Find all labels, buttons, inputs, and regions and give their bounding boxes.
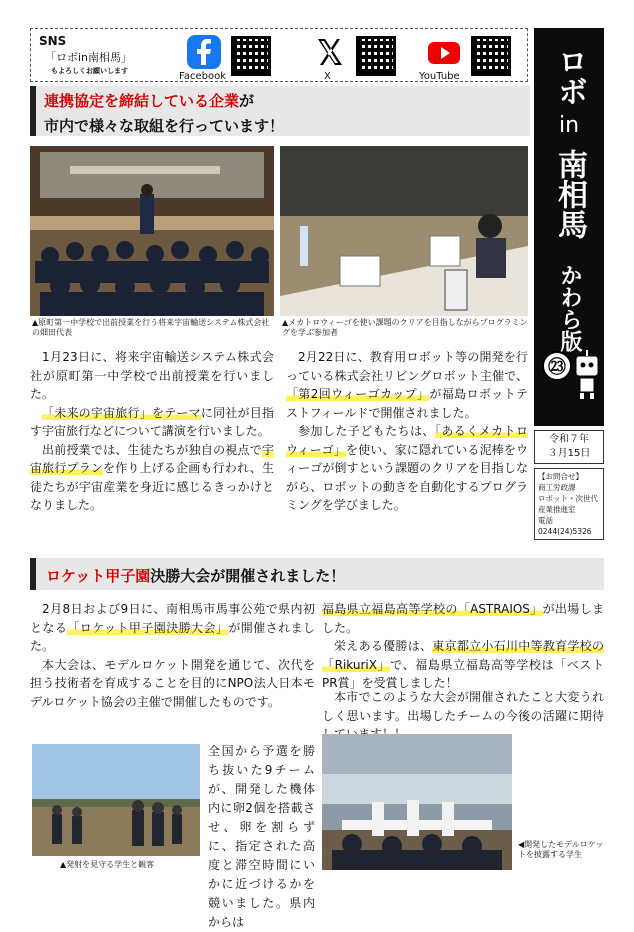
headline-black: 決勝大会が開催されました！ xyxy=(150,567,346,585)
article2-left-caption: ▲発射を見守る学生と観客 xyxy=(60,860,155,869)
youtube-link[interactable] xyxy=(419,33,529,81)
body-text: を使い、家に隠れている泥棒をウィーゴが倒すという課題のクリアを目指しながら、ロボットの動きを自動化するプログラミングを学びました。 xyxy=(286,442,528,512)
body-text: 参加した子どもたちは、 xyxy=(298,424,435,438)
body-text: が出場しました。 xyxy=(322,602,604,635)
date-line1: 令和７年 xyxy=(549,434,589,445)
article2-left-text xyxy=(30,600,315,711)
headline-red: ロケット甲子園 xyxy=(46,567,151,585)
contact-box xyxy=(534,468,604,540)
youtube-label: YouTube xyxy=(419,71,460,82)
article1-left-caption: ▲原町第一中学校で出前授業を行う将来宇宙輸送システム株式会社の畑田代表 xyxy=(32,318,270,337)
article2-right-caption: ◀開発したモデルロケットを披露する学生 xyxy=(518,840,604,859)
sns-name: 「ロボin南相馬」 xyxy=(45,51,133,64)
article1-right-paragraph xyxy=(286,348,528,422)
sns-banner xyxy=(30,28,528,82)
highlight-text: 「あるくメカトロウィーゴ」 xyxy=(286,424,528,457)
contact-line: 商工労政課 xyxy=(538,483,576,492)
highlight-text: 宇宙旅行プラン xyxy=(30,442,274,475)
title-in: in xyxy=(558,113,580,138)
youtube-qr-code xyxy=(471,36,511,76)
article1-left-paragraph xyxy=(30,404,274,441)
body-text: に同社が目指す宇宙旅行などについて講演を行いました。 xyxy=(30,405,274,438)
body-text: 栄えある優勝は、 xyxy=(334,639,433,653)
body-text: が福島ロボットテストフィールドで開催されました。 xyxy=(286,387,528,420)
facebook-icon xyxy=(187,35,221,69)
body-text: 2月22日に、教育用ロボット等の開発を行っている株式会社リビングロボット主催で、 xyxy=(286,350,528,383)
headline-black: が xyxy=(239,92,255,110)
sns-title: SNS xyxy=(39,34,67,48)
x-qr-code xyxy=(356,36,396,76)
article2-paragraph xyxy=(322,600,604,637)
sns-request: もよろしくお願いします xyxy=(51,67,128,75)
facebook-label: Facebook xyxy=(179,71,226,82)
headline-line2: 市内で様々な取組を行っています！ xyxy=(44,117,285,135)
contact-line: 【お問合せ】 xyxy=(538,472,583,481)
article2-paragraph: 本市でこのような大会が開催されたこと大変うれしく思います。出場したチームの今後の活躍に期待 xyxy=(322,690,604,723)
article1-left-paragraph xyxy=(30,441,274,515)
issue-date xyxy=(534,430,604,464)
contact-phone: 0244(24)5326 xyxy=(538,527,592,536)
title-edition: かわら版 xyxy=(557,264,582,352)
article1-right-caption: ▲メカトロウィーゴを使い課題のクリアを目指しながらプログラミングを学ぶ参加者 xyxy=(282,318,528,337)
article2-paragraph: 全国から予選を勝ち抜いた9チームが、開発した機体内に卵2個を搭載させ、卵を割らずに、指定された高度と滞空時間にいかに近づけるかを競いました。県内からは xyxy=(208,744,315,929)
date-line2: ３月15日 xyxy=(547,448,591,459)
title-robo: ロボ xyxy=(552,46,587,106)
rocket-launch-photo xyxy=(32,744,200,856)
highlight-text: 福島県立福島高等学校の「ASTRAIOS」 xyxy=(322,602,543,616)
article2-narrow-text xyxy=(208,742,315,932)
article1-headline xyxy=(30,86,530,136)
body-text: が開催されました。 xyxy=(30,620,315,653)
article2-paragraph: 本大会は、モデルロケット開発を通じて、次代を担う技術者を育成することを目的にNPO法人日本モデルロケット協会の主催で開催したものです。 xyxy=(30,657,315,709)
youtube-icon xyxy=(427,35,461,69)
highlight-text: 「未来の宇宙旅行」をテーマ xyxy=(42,405,201,420)
x-icon xyxy=(312,35,346,69)
x-label: X xyxy=(324,71,331,82)
article2-paragraph xyxy=(322,637,604,693)
body-text: 出前授業では、生徒たちが独自の視点で xyxy=(42,442,262,457)
highlight-text: 「第2回ウィーゴカップ」 xyxy=(286,387,430,401)
classroom-lecture-photo xyxy=(30,146,274,316)
body-text: を作り上げる企画も行われ、生徒たちが宇宙産業を身近に感じるきっかけとなりました。 xyxy=(30,461,274,512)
body-text: で、福島県立福島高等学校は「ベストPR賞」を受賞しました！ xyxy=(322,657,604,690)
headline-red: 連携協定を締結している企業 xyxy=(44,92,240,110)
highlight-text: 東京都立小石川中等教育学校の「RikuriX」 xyxy=(322,639,604,672)
facebook-qr-code xyxy=(231,36,271,76)
facebook-link[interactable] xyxy=(179,33,289,81)
issue-number-badge: ㉓ xyxy=(542,351,572,381)
contact-line: ロボット・次世代 xyxy=(538,494,598,503)
article1-left-paragraph: 1月23日に、将来宇宙輸送システム株式会社が原町第一中学校で出前授業を行いました。 xyxy=(30,350,274,401)
article1-right-paragraph xyxy=(286,422,528,515)
robot-mascot-icon xyxy=(572,350,602,400)
article1-left-text xyxy=(30,348,274,515)
model-rocket-display-photo xyxy=(322,734,512,870)
title-minamisoma: 南相馬 xyxy=(552,149,587,239)
article2-paragraph xyxy=(30,600,315,656)
contact-line: 産業推進室 xyxy=(538,505,576,514)
contact-line: 電話 xyxy=(538,516,553,525)
article1-right-text xyxy=(286,348,528,515)
highlight-text: 「ロケット甲子園決勝大会」 xyxy=(67,620,229,635)
article2-right-text xyxy=(322,600,604,693)
wiigo-cup-photo xyxy=(280,146,528,316)
article2-headline xyxy=(30,558,604,590)
x-link[interactable] xyxy=(304,33,414,81)
newsletter-title-bar xyxy=(534,28,604,426)
body-text: 2月8日および9日に、南相馬市馬事公苑で県内初となる xyxy=(30,602,315,635)
